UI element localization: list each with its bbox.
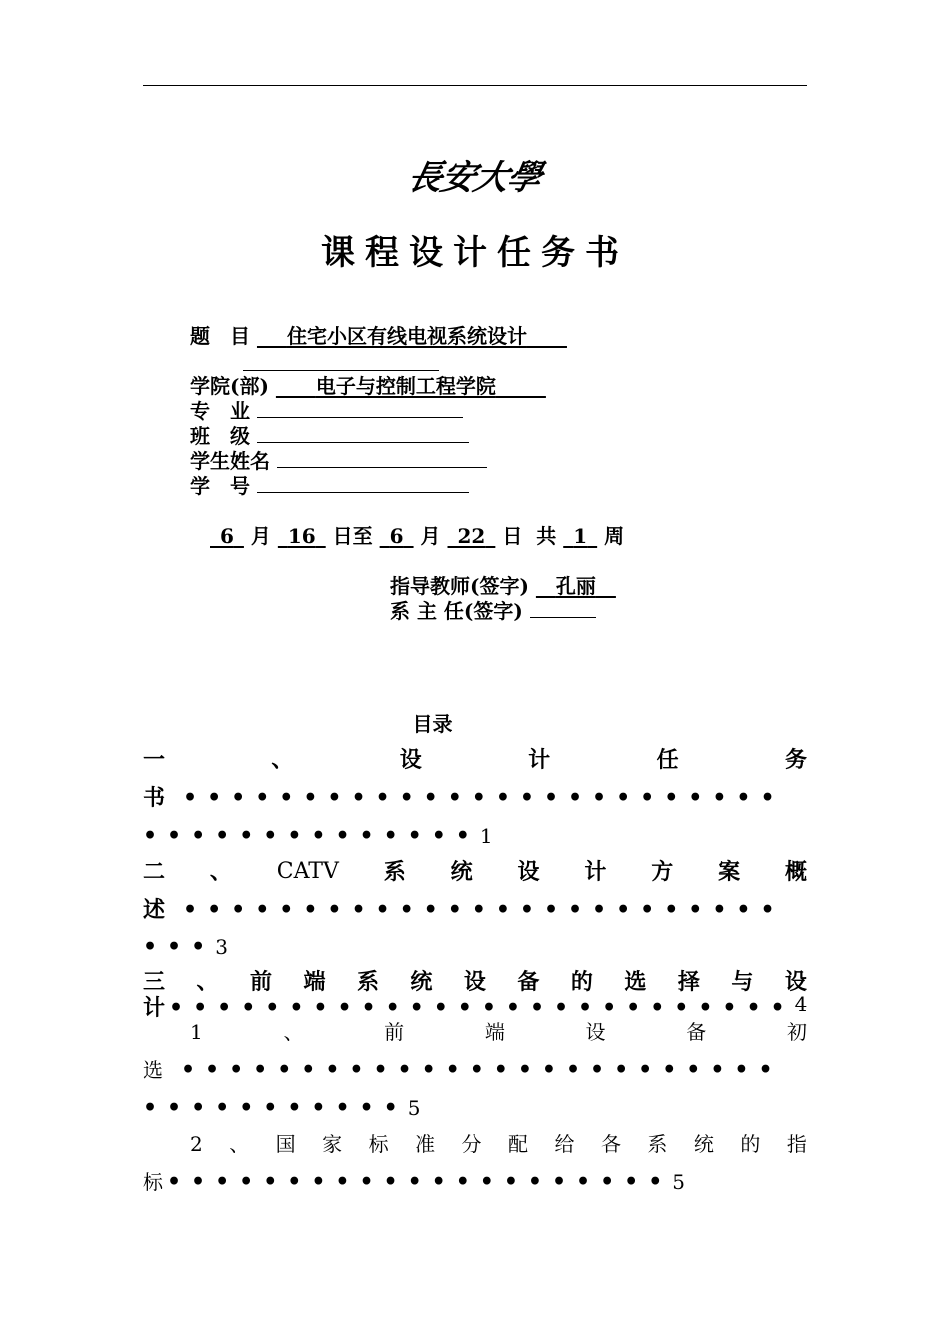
toc-entry-5-leader: 标 •••••••••••••••••••••5 <box>143 1169 686 1195</box>
toc-char: 家 <box>322 1132 343 1156</box>
topic-field <box>190 324 567 348</box>
toc-entry-5 <box>190 1130 807 1158</box>
toc-char: 的 <box>740 1132 761 1156</box>
toc-char: 指 <box>786 1132 807 1156</box>
header-rule <box>143 85 807 86</box>
toc-entry-2-leader-cont: •••3 <box>143 934 228 960</box>
toc-entry-1 <box>143 746 807 774</box>
toc-char: 、 <box>229 1132 250 1156</box>
toc-page-number: 3 <box>215 935 228 959</box>
day-unit: 日 <box>502 524 523 548</box>
toc-entry-3 <box>143 968 807 996</box>
toc-char: 二 <box>143 859 166 885</box>
toc-char: 统 <box>450 859 473 885</box>
toc-char: 系 <box>647 1132 668 1156</box>
toc-char: 计 <box>528 747 551 773</box>
toc-char: 配 <box>508 1132 529 1156</box>
university-logo: 長安大學 <box>404 158 545 198</box>
toc-char: 备 <box>517 969 540 995</box>
toc-char: 三 <box>143 969 166 995</box>
director-label: 系 主 任(签字) <box>390 599 523 623</box>
toc-char: 计 <box>584 859 607 885</box>
toc-char: 初 <box>786 1020 807 1044</box>
document-title: 课程设计任务书 <box>321 233 629 273</box>
toc-char: 系 <box>383 859 406 885</box>
toc-char: 择 <box>677 969 700 995</box>
toc-entry-4-leader: 选 ••••••••••••••••••••••••• <box>143 1057 783 1083</box>
college-field <box>190 374 546 398</box>
toc-tail: 述 <box>143 897 166 923</box>
toc-entry-2 <box>143 858 807 886</box>
toc-char: 前 <box>384 1020 405 1044</box>
toc-char: 1 <box>190 1020 203 1044</box>
toc-char: 的 <box>570 969 593 995</box>
toc-char: 选 <box>624 969 647 995</box>
to-text: 日至 <box>332 524 373 548</box>
toc-char: 国 <box>275 1132 296 1156</box>
toc-entry-2-leader: 述 ••••••••••••••••••••••••• <box>143 897 785 923</box>
toc-tail: 标 <box>143 1170 163 1194</box>
toc-char: 2 <box>190 1132 203 1156</box>
weeks-value: 1 <box>573 524 588 548</box>
director-blank <box>530 599 596 618</box>
toc-char: 务 <box>784 747 807 773</box>
toc-char: 与 <box>731 969 754 995</box>
topic-value: 住宅小区有线电视系统设计 <box>286 324 527 348</box>
toc-char: 任 <box>656 747 679 773</box>
end-day: 22 <box>457 524 486 548</box>
student-id-field <box>190 474 469 498</box>
toc-entry-4-leader-cont: •••••••••••5 <box>143 1095 421 1121</box>
toc-char: 端 <box>484 1020 505 1044</box>
student-id-label: 学 号 <box>190 474 250 498</box>
college-label: 学院(部) <box>190 374 269 398</box>
total-label: 共 <box>536 524 557 548</box>
major-blank <box>257 399 463 418</box>
toc-char: 设 <box>399 747 422 773</box>
start-day: 16 <box>287 524 316 548</box>
toc-page-number: 1 <box>479 824 493 848</box>
toc-page-number: 5 <box>407 1096 421 1120</box>
toc-char: 案 <box>718 859 741 885</box>
director-signature <box>390 599 596 623</box>
class-field <box>190 424 469 448</box>
toc-char: 统 <box>410 969 433 995</box>
toc-page-number: 5 <box>672 1170 686 1194</box>
toc-char: 、 <box>209 859 232 885</box>
toc-entry-1-leader-cont: ••••••••••••••1 <box>143 823 493 849</box>
toc-char: 备 <box>686 1020 707 1044</box>
week-unit: 周 <box>604 524 625 548</box>
date-range <box>210 524 624 548</box>
class-blank <box>257 424 469 443</box>
student-name-label: 学生姓名 <box>190 449 270 473</box>
toc-char: 设 <box>585 1020 606 1044</box>
student-name-blank <box>277 449 487 468</box>
toc-char: 、 <box>271 747 294 773</box>
toc-char: 准 <box>415 1132 436 1156</box>
toc-entry-4 <box>190 1018 807 1046</box>
toc-char: 、 <box>283 1020 304 1044</box>
toc-char: 方 <box>651 859 674 885</box>
month-unit-2: 月 <box>420 524 441 548</box>
topic-continuation-line <box>243 352 439 371</box>
toc-char: 给 <box>554 1132 575 1156</box>
major-field <box>190 399 463 423</box>
toc-char: 设 <box>463 969 486 995</box>
toc-char: 概 <box>784 859 807 885</box>
topic-label: 题 目 <box>190 324 250 348</box>
student-id-blank <box>257 474 469 493</box>
toc-char: 各 <box>600 1132 621 1156</box>
toc-tail: 选 <box>143 1058 163 1082</box>
start-month: 6 <box>220 524 234 548</box>
college-value: 电子与控制工程学院 <box>315 374 496 398</box>
advisor-name: 孔丽 <box>555 574 596 598</box>
toc-tail: 计 <box>143 995 166 1021</box>
end-month: 6 <box>389 524 404 548</box>
month-unit-1: 月 <box>250 524 271 548</box>
toc-char: 端 <box>303 969 326 995</box>
toc-char: 标 <box>368 1132 389 1156</box>
toc-char: 系 <box>356 969 379 995</box>
toc-entry-1-leader: 书 ••••••••••••••••••••••••• <box>143 785 785 811</box>
toc-char: 、 <box>196 969 219 995</box>
toc-char: 设 <box>784 969 807 995</box>
class-label: 班 级 <box>190 424 250 448</box>
toc-page-number: 4 <box>794 992 808 1016</box>
advisor-label: 指导教师(签字) <box>390 574 529 598</box>
toc-char: 统 <box>693 1132 714 1156</box>
toc-tail: 书 <box>143 785 166 811</box>
advisor-signature <box>390 574 616 598</box>
toc-char: 前 <box>249 969 272 995</box>
toc-entry-3-leader: 计 ••••••••••••••••••••••••••4 <box>143 992 808 1021</box>
toc-char: CATV <box>276 859 339 884</box>
toc-char: 一 <box>143 747 166 773</box>
student-name-field <box>190 449 487 473</box>
toc-title: 目录 <box>412 712 453 736</box>
toc-char: 分 <box>461 1132 482 1156</box>
major-label: 专 业 <box>190 399 250 423</box>
toc-char: 设 <box>517 859 540 885</box>
